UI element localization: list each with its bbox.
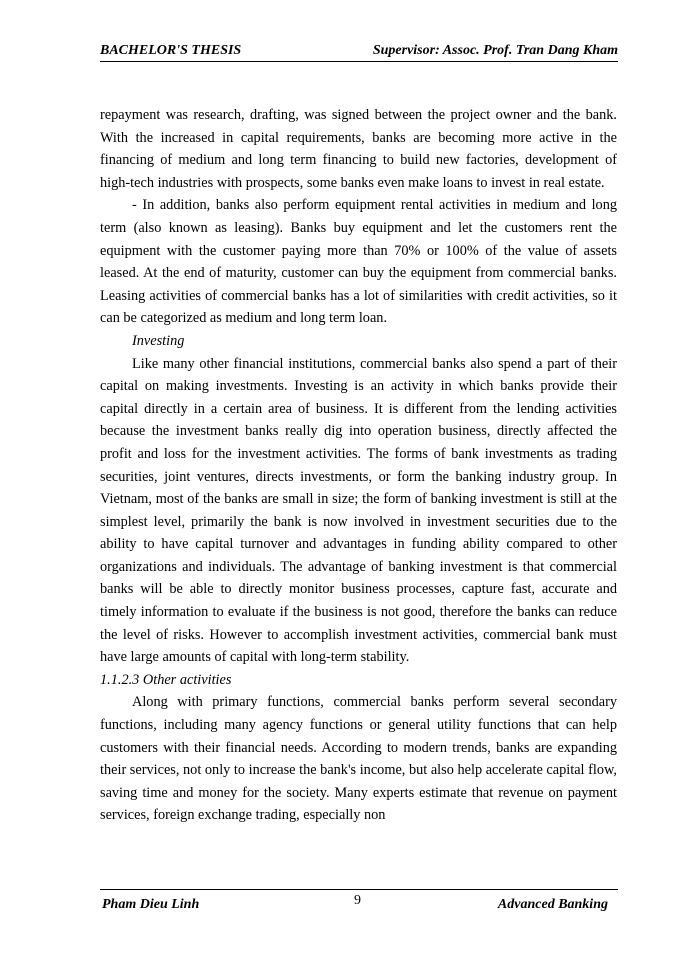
paragraph-other-activities: Along with primary functions, commercial banks perform several secondary functions, including many agency functions or general utility functions that can help customers with their financial needs. According to modern trends, banks are expanding their services, not only to increase the bank's income, but also help accelerate capital flow, saving time and money for the society. Many experts estimate that revenue on payment services, foreign exchange trading, especially non	[100, 694, 617, 824]
footer-course: Advanced Banking	[497, 897, 608, 912]
paragraph-investing: Like many other financial institutions, commercial banks also spend a part of their capital on making investments. Investing is an activity in which banks provide their capital directly in a certain area of business. It is different from the lending activities because the investment banks really dig into operation business, directly affected the profit and loss for the investment activities. The forms of bank investments as trading securities, joint ventures, directs investments, or form the banking industry group. In Vietnam, most of the banks are small in size; the form of banking investment is still at the simplest level, primarily the bank is now involved in investment securities due to the ability to have capital turnover and advantages in funding ability compared to other organizations and individuals. The advantage of banking investment is that commercial banks will be able to directly monitor business processes, capture fast, accurate and timely information to evaluate if the business is not good, therefore the banks can reduce the level of risks. However to accomplish investment activities, commercial bank must have large amounts of capital with long-term stability.	[100, 355, 617, 666]
header-thesis-label: BACHELOR'S THESIS	[100, 43, 242, 58]
document-body	[100, 104, 617, 827]
paragraph-leasing: - In addition, banks also perform equipment rental activities in medium and long term (also known as leasing). Banks buy equipment and let the customers rent the equipment with the customer paying more than 70% or 100% of the value of assets leased. At the end of maturity, customer can buy the equipment from commercial banks. Leasing activities of commercial banks has a lot of similarities with credit activities, so it can be categorized as medium and long term loan.	[100, 197, 617, 327]
page-header	[100, 42, 618, 62]
footer-author: Pham Dieu Linh	[102, 897, 200, 912]
section-heading-other-activities: 1.1.2.3 Other activities	[100, 671, 232, 688]
paragraph-repayment: repayment was research, drafting, was signed between the project owner and the bank. With the increased in capital requirements, banks are becoming more active in the financing of medium and long term financing to build new factories, development of high-tech industries with prospects, some banks even make loans to invest in real estate.	[100, 107, 617, 191]
page-footer	[100, 889, 618, 914]
header-supervisor: Supervisor: Assoc. Prof. Tran Dang Kham	[372, 43, 618, 58]
subheading-investing: Investing	[132, 332, 185, 349]
page-number: 9	[354, 893, 361, 908]
